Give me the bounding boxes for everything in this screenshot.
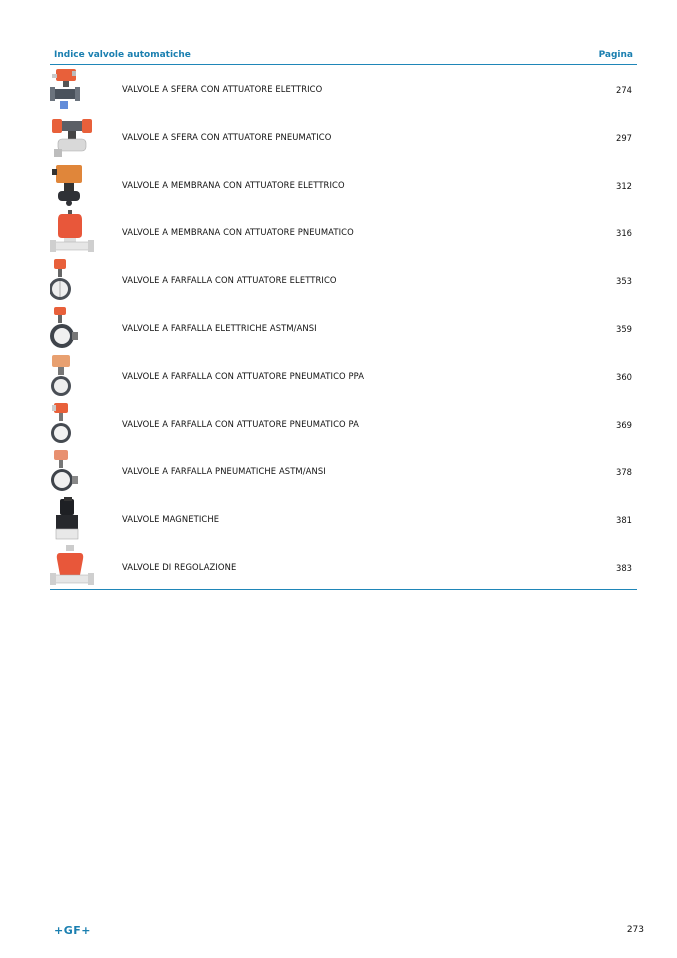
index-header [50,48,637,65]
index-list [50,66,637,592]
row-page: 381 [616,515,632,526]
butterfly-valve-ppa-icon [50,354,96,398]
butterfly-valve-astm-pneumatic-icon [50,449,96,493]
ball-valve-pneumatic-icon [50,115,96,159]
butterfly-valve-pa-icon [50,402,96,446]
index-row[interactable] [50,162,637,210]
row-label: VALVOLE DI REGOLAZIONE [122,561,237,572]
index-row[interactable] [50,305,637,353]
diaphragm-valve-pneumatic-icon [50,210,96,254]
diaphragm-valve-electric-icon [50,163,96,207]
row-page: 378 [616,467,632,478]
row-label: VALVOLE A SFERA CON ATTUATORE PNEUMATICO [122,131,332,142]
row-page: 312 [616,180,632,191]
row-label: VALVOLE MAGNETICHE [122,514,220,525]
index-row[interactable] [50,353,637,401]
row-label: VALVOLE A FARFALLA CON ATTUATORE PNEUMATICO PA [122,418,359,429]
index-row[interactable] [50,544,637,592]
row-page: 353 [616,276,632,287]
row-page: 297 [616,132,632,143]
index-row[interactable] [50,496,637,544]
row-page: 359 [616,323,632,334]
row-label: VALVOLE A FARFALLA ELETTRICHE ASTM/ANSI [122,322,317,333]
footer-page-number: 273 [626,925,644,935]
row-label: VALVOLE A FARFALLA CON ATTUATORE PNEUMATICO PPA [122,370,365,381]
page-column-label: Pagina [598,50,633,60]
index-row[interactable] [50,448,637,496]
butterfly-valve-astm-electric-icon [50,306,96,350]
index-row[interactable] [50,257,637,305]
index-row[interactable] [50,401,637,449]
index-title: Indice valvole automatiche [54,50,191,60]
row-label: VALVOLE A FARFALLA PNEUMATICHE ASTM/ANSI [122,466,326,477]
row-label: VALVOLE A SFERA CON ATTUATORE ELETTRICO [122,84,323,94]
index-row[interactable] [50,114,637,162]
row-page: 274 [616,85,632,95]
gf-logo: +GF+ [54,924,91,937]
control-valve-icon [50,545,96,589]
row-label: VALVOLE A FARFALLA CON ATTUATORE ELETTRICO [122,275,337,286]
index-row[interactable] [50,209,637,257]
ball-valve-electric-icon [50,67,96,111]
index-row[interactable] [50,66,637,114]
row-page: 383 [616,562,632,573]
row-label: VALVOLE A MEMBRANA CON ATTUATORE PNEUMATICO [122,227,354,238]
solenoid-valve-icon [50,497,96,541]
table-bottom-rule [50,589,637,590]
row-page: 369 [616,419,632,430]
butterfly-valve-electric-icon [50,258,96,302]
row-page: 360 [616,371,632,382]
row-page: 316 [616,228,632,239]
row-label: VALVOLE A MEMBRANA CON ATTUATORE ELETTRICO [122,179,345,190]
